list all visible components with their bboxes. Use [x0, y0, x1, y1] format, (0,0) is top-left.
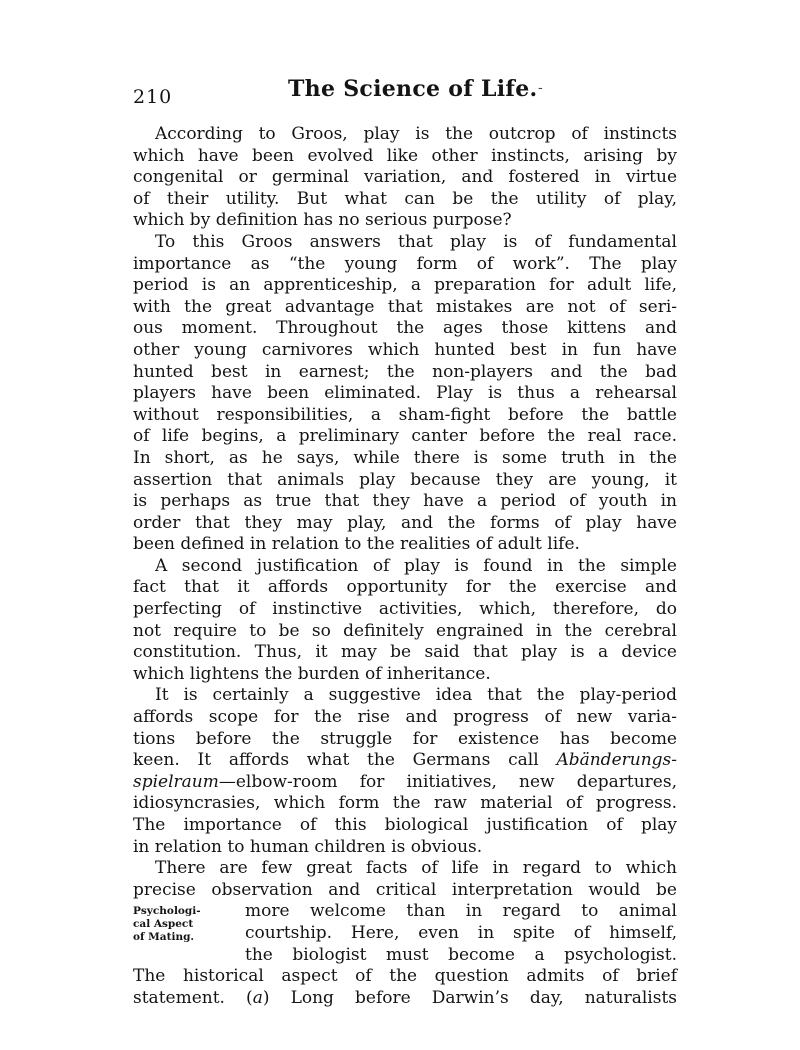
text-run: ) Long before Darwin’s day, naturalists [262, 987, 677, 1008]
text-line: importance as “the young form of work”. The play [133, 253, 677, 274]
sidenote-line: Psychologi- [133, 905, 201, 918]
text-line: not require to be so definitely engrained in the cerebral [133, 620, 677, 641]
italic-term: Abänderungs- [556, 750, 677, 771]
text-line: which by definition has no serious purpose? [133, 210, 512, 231]
text-line: assertion that animals play because they are young, it [133, 469, 677, 490]
text-line: precise observation and critical interpretation would be [133, 879, 677, 900]
text-line: congenital or germinal variation, and fostered in virtue [133, 167, 677, 188]
text-line [133, 750, 677, 772]
running-title: The Science of Life. [288, 76, 538, 102]
text-line: The historical aspect of the question admits of brief [133, 966, 677, 987]
paragraph-4 [133, 685, 677, 858]
text-line: other young carnivores which hunted best in fun have [133, 339, 677, 360]
text-line: courtship. Here, even in spite of himself, [245, 922, 677, 943]
margin-sidenote [133, 905, 239, 944]
text-line: hunted best in earnest; the non-players and the bad [133, 361, 677, 382]
paragraph-2 [133, 232, 677, 556]
text-line: idiosyncrasies, which form the raw material of progress. [133, 793, 677, 814]
text-line: of their utility. But what can be the utility of play, [133, 188, 677, 209]
text-line: order that they may play, and the forms of play have [133, 512, 677, 533]
text-line [133, 772, 677, 794]
text-line: tions before the struggle for existence has become [133, 728, 677, 749]
text-line: which lightens the burden of inheritance. [133, 663, 491, 684]
text-line: It is certainly a suggestive idea that the play-period [155, 685, 677, 706]
text-line: perfecting of instinctive activities, which, therefore, do [133, 599, 677, 620]
text-line: affords scope for the rise and progress of new varia- [133, 707, 677, 728]
text-line: fact that it affords opportunity for the exercise and [133, 577, 677, 598]
paragraph-5 [133, 858, 677, 1009]
text-line: There are few great facts of life in regard to which [155, 858, 677, 879]
text-line: more welcome than in regard to animal [245, 901, 677, 922]
text-run: statement. ( [133, 987, 253, 1008]
text-line: without responsibilities, a sham-fight before the battle [133, 404, 677, 425]
text-line: in relation to human children is obvious. [133, 836, 483, 857]
body-text [133, 124, 677, 1009]
sidenote-block [133, 901, 677, 966]
text-line: the biologist must become a psychologist. [245, 944, 677, 965]
italic-term: spielraum [133, 771, 219, 792]
text-line: To this Groos answers that play is of fundamental [155, 231, 677, 252]
paragraph-1 [133, 124, 677, 232]
text-line: which have been evolved like other instincts, arising by [133, 145, 677, 166]
text-line: In short, as he says, while there is some truth in the [133, 447, 677, 468]
sidenote-line: cal Aspect [133, 918, 194, 931]
text-line: A second justification of play is found in the simple [155, 555, 677, 576]
text-line: ous moment. Throughout the ages those kittens and [133, 318, 677, 339]
text-line: with the great advantage that mistakes are not of seri- [133, 296, 677, 317]
italic-term: a [252, 987, 263, 1008]
text-run: —elbow-room for initiatives, new departures, [218, 771, 677, 792]
page-header [0, 76, 800, 116]
text-line: been defined in relation to the realities of adult life. [133, 534, 580, 555]
text-line: players have been eliminated. Play is thus a rehearsal [133, 383, 677, 404]
stray-mark: - [538, 80, 543, 96]
text-line: constitution. Thus, it may be said that play is a device [133, 642, 677, 663]
text-line: The importance of this biological justification of play [133, 815, 677, 835]
text-line [133, 988, 677, 1010]
sidenote-line: of Mating. [133, 931, 195, 944]
text-line: According to Groos, play is the outcrop of instincts [155, 124, 677, 144]
text-line: period is an apprenticeship, a preparation for adult life, [133, 275, 677, 296]
paragraph-3 [133, 556, 677, 686]
page-number: 210 [133, 86, 173, 108]
text-run: keen. It affords what the Germans call [133, 750, 557, 771]
text-line: of life begins, a preliminary canter before the real race. [133, 426, 677, 447]
text-line: is perhaps as true that they have a period of youth in [133, 491, 677, 512]
